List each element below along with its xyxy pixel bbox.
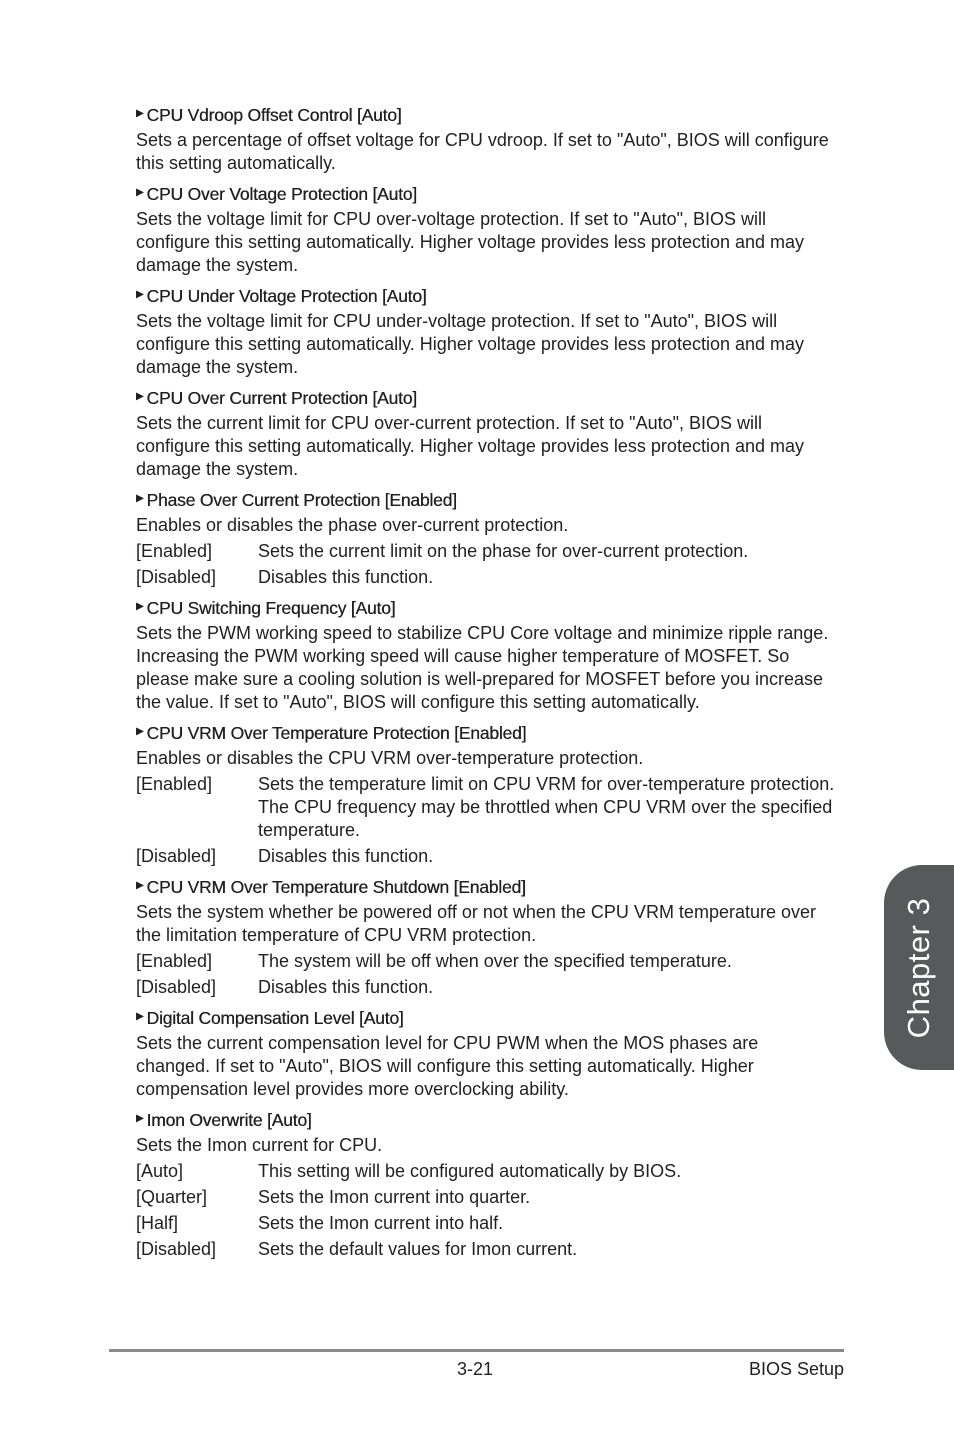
setting-description: Enables or disables the CPU VRM over-temperature protection. <box>136 748 644 768</box>
triangle-right-icon: ▶ <box>136 1011 144 1022</box>
setting-heading-text: CPU VRM Over Temperature Shutdown [Enabled] <box>146 877 526 897</box>
triangle-right-icon: ▶ <box>136 1113 144 1124</box>
option-description: Sets the current limit on the phase for over-current protection. <box>258 541 749 561</box>
setting-heading <box>136 104 836 126</box>
option-row <box>136 845 836 868</box>
setting-heading-text: Phase Over Current Protection [Enabled] <box>146 490 457 510</box>
bios-setting-section <box>136 876 836 999</box>
option-key: [Auto] <box>136 1161 184 1181</box>
option-row <box>136 1212 836 1235</box>
option-row <box>136 950 836 973</box>
setting-heading <box>136 876 836 898</box>
option-description: This setting will be configured automatically by BIOS. <box>258 1161 682 1181</box>
option-description: Disables this function. <box>258 977 434 997</box>
setting-description: Sets the voltage limit for CPU over-voltage protection. If set to "Auto", BIOS will configure this setting automatically. Higher voltage provides less protection and may damage the system. <box>136 209 805 275</box>
setting-description: Sets the Imon current for CPU. <box>136 1135 383 1155</box>
document-body <box>136 104 836 1269</box>
option-row <box>136 976 836 999</box>
setting-heading <box>136 489 836 511</box>
option-description: Sets the Imon current into quarter. <box>258 1187 531 1207</box>
bios-setting-section <box>136 285 836 379</box>
option-description: Disables this function. <box>258 846 434 866</box>
option-key: [Disabled] <box>136 1239 217 1259</box>
setting-description: Sets the current limit for CPU over-current protection. If set to "Auto", BIOS will configure this setting automatically. Higher voltage provides less protection and may damage the system. <box>136 413 805 479</box>
setting-heading-text: CPU VRM Over Temperature Protection [Enabled] <box>146 723 527 743</box>
setting-heading <box>136 387 836 409</box>
option-key: [Enabled] <box>136 951 213 971</box>
setting-description: Sets the PWM working speed to stabilize CPU Core voltage and minimize ripple range. Increasing the PWM working speed will cause higher temperature of MOSFET. So please make sure a cooling solution is well-prepared for MOSFET before you increase the value. If set to "Auto", BIOS will configure this setting automatically. <box>136 623 829 712</box>
option-key: [Enabled] <box>136 774 213 794</box>
bios-setting-section <box>136 597 836 714</box>
bios-setting-section <box>136 722 836 868</box>
triangle-right-icon: ▶ <box>136 187 144 198</box>
bios-setting-section <box>136 489 836 589</box>
option-key: [Half] <box>136 1213 179 1233</box>
setting-heading-text: Imon Overwrite [Auto] <box>146 1110 312 1130</box>
setting-heading <box>136 722 836 744</box>
setting-description: Sets a percentage of offset voltage for CPU vdroop. If set to "Auto", BIOS will configure this setting automatically. <box>136 130 829 173</box>
setting-description: Sets the voltage limit for CPU under-voltage protection. If set to "Auto", BIOS will configure this setting automatically. Higher voltage provides less protection and may damage the system. <box>136 311 805 377</box>
bios-setting-section <box>136 387 836 481</box>
setting-description: Sets the system whether be powered off or not when the CPU VRM temperature over the limitation temperature of CPU VRM protection. <box>136 902 817 945</box>
triangle-right-icon: ▶ <box>136 493 144 504</box>
setting-heading-text: Digital Compensation Level [Auto] <box>146 1008 404 1028</box>
setting-heading-text: CPU Under Voltage Protection [Auto] <box>146 286 427 306</box>
setting-heading <box>136 285 836 307</box>
option-row <box>136 1186 836 1209</box>
footer-section-title: BIOS Setup <box>748 1359 844 1379</box>
option-description: Sets the default values for Imon current. <box>258 1239 578 1259</box>
option-description: Sets the Imon current into half. <box>258 1213 504 1233</box>
setting-heading-text: CPU Switching Frequency [Auto] <box>146 598 396 618</box>
option-row <box>136 1238 836 1261</box>
setting-heading-text: CPU Over Voltage Protection [Auto] <box>146 184 417 204</box>
option-description: Sets the temperature limit on CPU VRM for over-temperature protection. The CPU frequency may be throttled when CPU VRM over the specified temperature. <box>258 774 835 840</box>
bios-setting-section <box>136 1109 836 1261</box>
bios-setting-section <box>136 1007 836 1101</box>
triangle-right-icon: ▶ <box>136 108 144 119</box>
option-key: [Enabled] <box>136 541 213 561</box>
option-row <box>136 773 836 842</box>
chapter-tab-label: Chapter 3 <box>901 897 936 1038</box>
setting-heading <box>136 1007 836 1029</box>
option-key: [Disabled] <box>136 846 217 866</box>
triangle-right-icon: ▶ <box>136 726 144 737</box>
option-key: [Quarter] <box>136 1187 208 1207</box>
bios-setting-section <box>136 183 836 277</box>
setting-heading-text: CPU Over Current Protection [Auto] <box>146 388 417 408</box>
triangle-right-icon: ▶ <box>136 391 144 402</box>
setting-heading <box>136 183 836 205</box>
setting-heading-text: CPU Vdroop Offset Control [Auto] <box>146 105 402 125</box>
setting-heading <box>136 597 836 619</box>
option-description: The system will be off when over the specified temperature. <box>258 951 732 971</box>
option-row <box>136 1160 836 1183</box>
page-number: 3-21 <box>456 1359 494 1379</box>
setting-description: Enables or disables the phase over-current protection. <box>136 515 569 535</box>
bios-setting-section <box>136 104 836 175</box>
option-row <box>136 566 836 589</box>
triangle-right-icon: ▶ <box>136 601 144 612</box>
option-key: [Disabled] <box>136 977 217 997</box>
footer-divider <box>109 1349 844 1352</box>
setting-description: Sets the current compensation level for CPU PWM when the MOS phases are changed. If set to "Auto", BIOS will configure this setting automatically. Higher compensation level provides more overclocking ability. <box>136 1033 759 1099</box>
chapter-tab <box>884 865 954 1070</box>
setting-heading <box>136 1109 836 1131</box>
triangle-right-icon: ▶ <box>136 880 144 891</box>
option-key: [Disabled] <box>136 567 217 587</box>
option-description: Disables this function. <box>258 567 434 587</box>
option-row <box>136 540 836 563</box>
triangle-right-icon: ▶ <box>136 289 144 300</box>
